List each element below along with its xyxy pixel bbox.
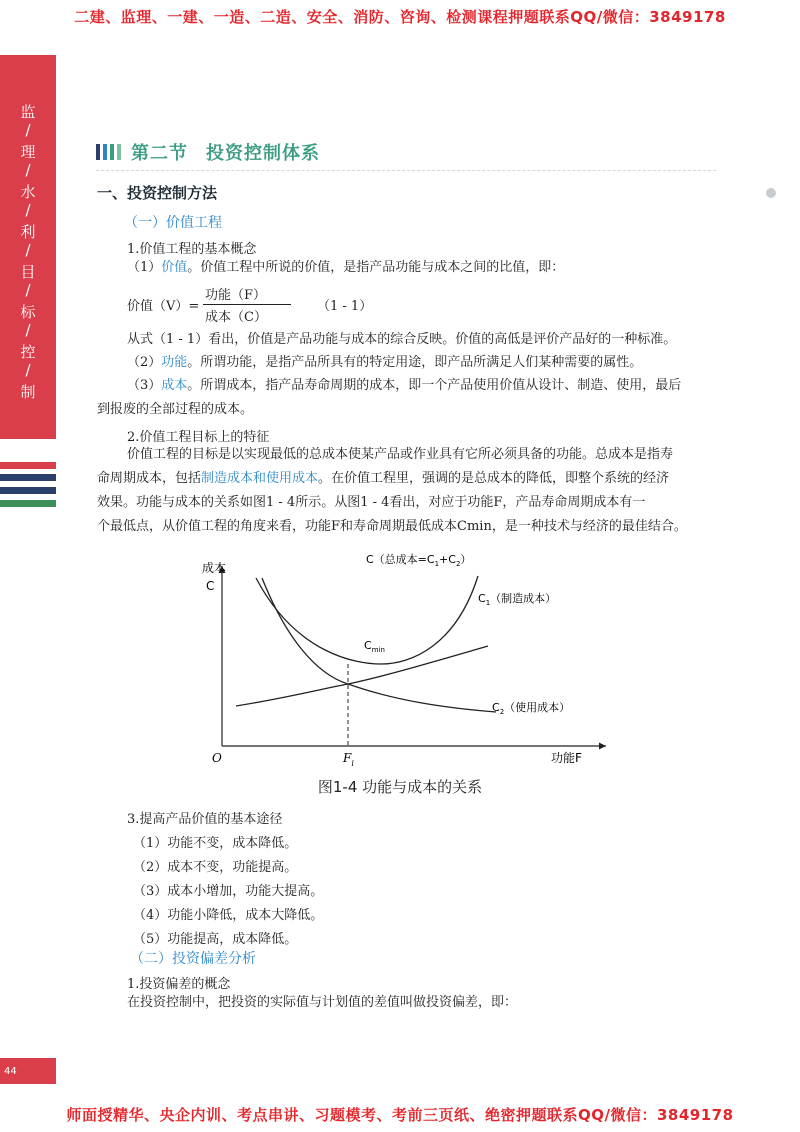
list-item: （1）功能不变，成本降低。 [133,836,298,851]
side-tab-char: 控 [20,343,36,361]
figure-function-cost [196,546,616,796]
formula-eq-number: （1 - 1） [317,299,373,314]
side-tab-char: 制 [20,383,36,401]
fi-label: $F_i$ [343,751,354,768]
side-tab-char: 标 [20,303,36,321]
side-tab-char: 利 [20,223,36,241]
side-tab-char: / [25,121,31,139]
list-item: （2）成本不变，功能提高。 [133,860,298,875]
promo-header: 二建、监理、一建、一造、二造、安全、消防、咨询、检测课程押题联系QQ/微信：3849178 [74,8,726,26]
formula-value [127,284,427,324]
subheading-deviation-concept: 1.投资偏差的概念 [127,977,231,992]
side-tab-char: / [25,201,31,219]
subheading-basic-concept: 1.价值工程的基本概念 [127,242,257,257]
side-stripe-red [0,462,56,469]
para-target-line4: 个最低点，从价值工程的角度来看，功能F和寿命周期最低成本Cmin，是一种技术与经济的最佳结合。 [97,519,687,534]
para-formula-explanation: 从式（1 - 1）看出，价值是产品功能与成本的综合反映。价值的高低是评价产品好的一种标准。 [127,332,677,347]
page-number: 44 [0,1058,56,1084]
section-heading [96,138,320,166]
para-target-line2: 命周期成本，包括制造成本和使用成本。在价值工程里，强调的是总成本的降低，即整个系统的经济 [97,471,670,486]
label-total-cost: C（总成本$=C_1+C_2$） [366,553,472,568]
section-divider [96,170,716,171]
side-tab-char: / [25,241,31,259]
formula-lhs: 价值（V）= [127,299,200,314]
side-tab-char: 监 [20,103,36,121]
para-target-line1: 价值工程的目标是以实现最低的总成本使某产品或作业具有它所必须具备的功能。总成本是指寿 [127,447,674,462]
figure-caption: 图1-4 功能与成本的关系 [317,778,483,796]
y-axis-label-bottom: C [206,579,215,593]
side-tab-char: / [25,161,31,179]
side-stripe-navy [0,474,56,481]
subheading-target-feature: 2.价值工程目标上的特征 [127,430,270,445]
para-target-line3: 效果。功能与成本的关系如图1 - 4所示。从图1 - 4看出，对应于功能F，产品寿命周期成本有一 [97,495,646,510]
y-axis-label-top: 成本 [202,561,227,575]
section-bars-icon [96,144,121,160]
section-title: 投资控制体系 [206,143,320,164]
side-tab [0,55,56,439]
formula-numerator: 功能（F） [205,288,267,303]
list-item: （5）功能提高，成本降低。 [133,932,298,947]
x-axis-label: 功能F [551,751,582,765]
formula-denominator: 成本（C） [205,310,267,325]
margin-dot [766,188,776,198]
side-stripe-navy-2 [0,487,56,494]
para-function: （2）功能。所谓功能，是指产品所具有的特定用途，即产品所满足人们某种需要的属性。 [127,355,643,370]
section-number: 第二节 [131,143,188,164]
side-tab-char: / [25,281,31,299]
para-cost: （3）成本。所谓成本，指产品寿命周期的成本，即一个产品使用价值从设计、制造、使用，最后 [127,378,682,393]
side-tab-char: / [25,361,31,379]
list-item: （3）成本小增加，功能大提高。 [133,884,324,899]
para-value: （1）价值。价值工程中所说的价值，是指产品功能与成本之间的比值，即： [127,260,565,275]
side-tab-char: 目 [20,263,36,281]
list-item: （4）功能小降低，成本大降低。 [133,908,324,923]
para-cost-cont: 到报废的全部过程的成本。 [97,402,254,417]
heading-value-engineering: （一）价值工程 [124,215,222,231]
heading-1: 一、投资控制方法 [97,184,218,202]
side-tab-char: / [25,321,31,339]
side-stripe-green [0,500,56,507]
label-cmin: $C_{min}$ [364,639,385,654]
label-usage-cost: $C_2$（使用成本） [492,701,571,716]
function-cost-diagram [196,546,616,796]
side-tab-char: 理 [20,143,36,161]
para-deviation: 在投资控制中，把投资的实际值与计划值的差值叫做投资偏差，即： [127,995,518,1010]
formula-fraction-bar [203,304,291,305]
promo-footer: 师面授精华、央企内训、考点串讲、习题模考、考前三页纸、绝密押题联系QQ/微信：3849178 [66,1106,734,1124]
subheading-ways: 3.提高产品价值的基本途径 [127,812,283,827]
label-manufacturing-cost: $C_1$（制造成本） [478,592,557,607]
side-tab-char: 水 [20,183,36,201]
origin-label: O [212,751,222,765]
curve-manufacturing-cost [262,578,496,712]
curve-usage-cost [236,646,488,706]
heading-investment-deviation: （二）投资偏差分析 [130,951,256,967]
